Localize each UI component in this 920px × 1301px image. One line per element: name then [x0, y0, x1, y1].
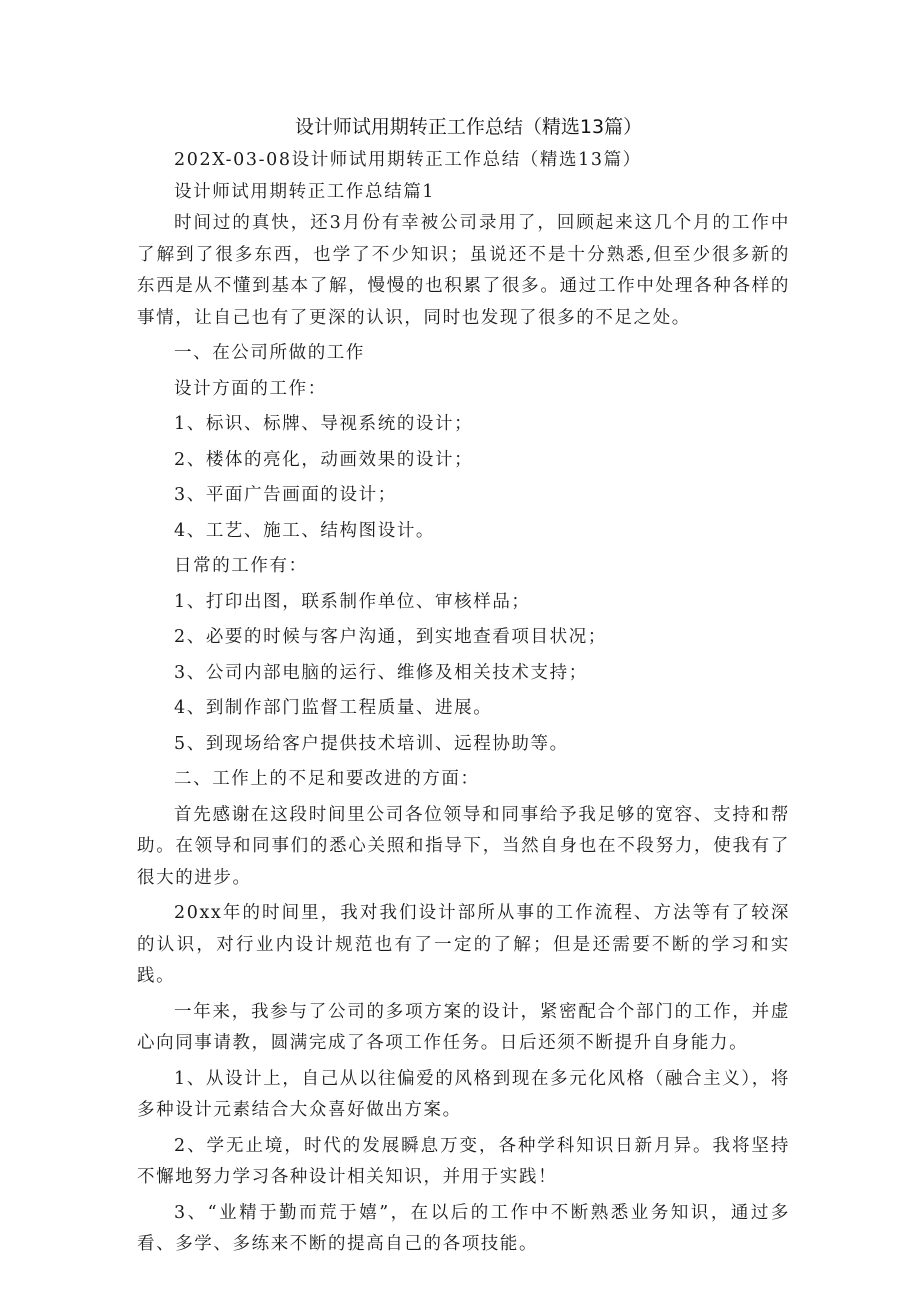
heading-improvements: 二、工作上的不足和要改进的方面： [174, 769, 480, 789]
paragraph: 一年来，我参与了公司的多项方案的设计，紧密配合个部门的工作，并虚心向同事请教，圆满完成了各项工作任务。日后还须不断提升自身能力。 [137, 1001, 790, 1053]
document-title: 设计师试用期转正工作总结（精选13篇） [294, 116, 643, 138]
list-item: 4、到制作部门监督工程质量、进展。 [174, 698, 493, 718]
date-line: 202X-03-08设计师试用期转正工作总结（精选13篇） [174, 150, 642, 170]
paragraph: 首先感谢在这段时间里公司各位领导和同事给予我足够的宽容、支持和帮助。在领导和同事们的悉心关照和指导下，当然自身也在不段努力，使我有了很大的进步。 [137, 804, 790, 888]
list-item: 3、平面广告画面的设计； [174, 485, 397, 505]
paragraph-intro: 时间过的真快，还3月份有幸被公司录用了，回顾起来这几个月的工作中了解到了很多东西，也学了不少知识；虽说还不是十分熟悉,但至少很多新的东西是从不懂到基本了解，慢慢的也积累了很多。通过工作中处理各种各样的事情，让自己也有了更深的认识，同时也发现了很多的不足之处。 [137, 213, 790, 328]
list-item: 2、必要的时候与客户沟通，到实地查看项目状况； [174, 627, 607, 647]
list-item: 4、工艺、施工、结构图设计。 [174, 520, 436, 541]
heading-work-done: 一、在公司所做的工作 [174, 343, 365, 363]
subheading-daily-work: 日常的工作有： [174, 556, 308, 576]
list-item: 2、楼体的亮化，动画效果的设计； [174, 449, 474, 470]
paragraph: 1、从设计上，自己从以往偏爱的风格到现在多元化风格（融合主义），将多种设计元素结合大众喜好做出方案。 [137, 1068, 790, 1120]
list-item: 3、公司内部电脑的运行、维修及相关技术支持； [174, 662, 588, 683]
paragraph: 2、学无止境，时代的发展瞬息万变，各种学科知识日新月异。我将坚持不懈地努力学习各种设计相关知识，并用于实践！ [137, 1135, 790, 1187]
paragraph: 20xx年的时间里，我对我们设计部所从事的工作流程、方法等有了较深的认识，对行业内设计规范也有了一定的了解；但是还需要不断的学习和实践。 [137, 903, 790, 986]
list-item: 1、标识、标牌、导视系统的设计； [174, 414, 474, 434]
paragraph: 3、“业精于勤而荒于嬉”，在以后的工作中不断熟悉业务知识，通过多看、多学、多练来不断的提高自己的各项技能。 [137, 1202, 790, 1254]
list-item: 1、打印出图，联系制作单位、审核样品； [174, 591, 531, 612]
subheading-design-work: 设计方面的工作： [174, 378, 327, 399]
section-heading: 设计师试用期转正工作总结篇1 [174, 181, 436, 202]
list-item: 5、到现场给客户提供技术培训、远程协助等。 [174, 733, 569, 754]
